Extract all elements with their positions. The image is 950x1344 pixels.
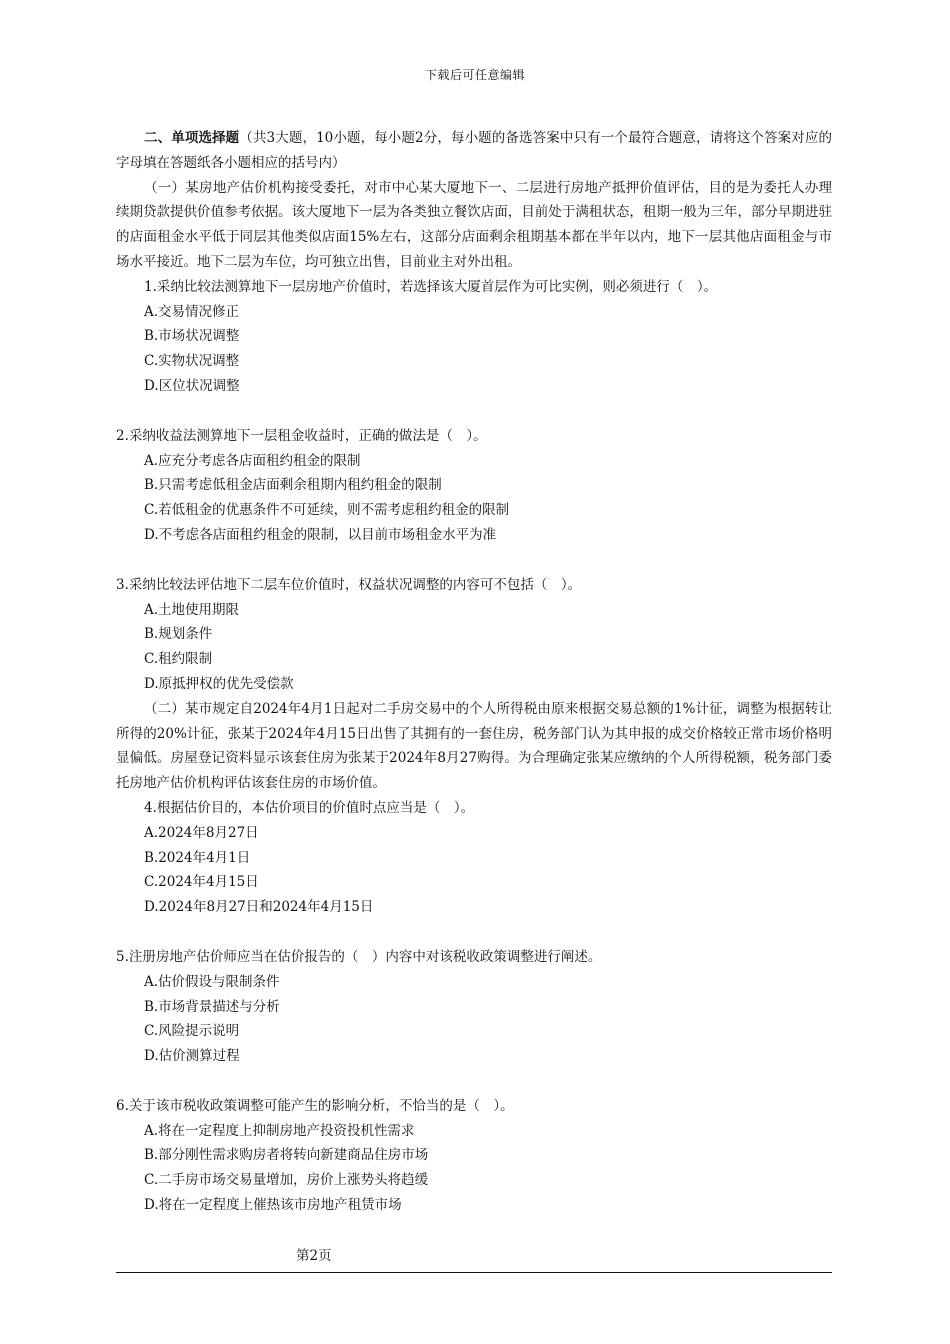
- section-intro: [116, 126, 832, 176]
- question-2-option-b: B.只需考虑低租金店面剩余租期内租约租金的限制: [144, 477, 442, 494]
- question-4-option-b: B.2024年4月1日: [144, 849, 251, 866]
- spacer: [116, 920, 832, 945]
- question-1-option-c: C.实物状况调整: [144, 353, 240, 370]
- question-2-stem: 2.采纳收益法测算地下一层租金收益时，正确的做法是（ ）。: [116, 427, 487, 444]
- question-6-option-d: D.将在一定程度上催热该市房地产租赁市场: [144, 1197, 402, 1214]
- question-3-option-a: A.土地使用期限: [144, 601, 240, 618]
- document-body: [116, 126, 832, 1218]
- section-instruction: （共3大题，10小题，每小题2分，每小题的备选答案中只有一个最符合题意，请将这个答案对应的字母填在答题纸各小题相应的括号内）: [116, 130, 833, 171]
- question-2-option-a: A.应充分考虑各店面租约租金的限制: [144, 452, 361, 469]
- question-3-option-b: B.规划条件: [144, 626, 213, 643]
- question-5-option-a: A.估价假设与限制条件: [144, 973, 280, 990]
- case-2-text: （二）某市规定自2024年4月1日起对二手房交易中的个人所得税由原来根据交易总额的1%计征，调整为根据转让所得的20%计征，张某于2024年4月15日出售了其拥有的一套住房，税务部门认为其申报的成交价格较正常市场价格明显偏低。房屋登记资料显示该套住房为张某于2024年8月27购得。为合理确定张某应缴纳的个人所得税额，税务部门委托房地产估价机构评估该套住房的市场价值。: [116, 700, 832, 792]
- question-5-option-d: D.估价测算过程: [144, 1048, 240, 1065]
- page-number: 第2页: [296, 1248, 332, 1264]
- question-2-option-d: D.不考虑各店面租约租金的限制，以目前市场租金水平为准: [144, 526, 497, 543]
- page-header: 下载后可任意编辑: [424, 68, 525, 82]
- question-4-stem: 4.根据估价目的，本估价项目的价值时点应当是（ ）。: [144, 799, 475, 816]
- question-1-option-a: A.交易情况修正: [144, 303, 240, 320]
- question-6-option-c: C.二手房市场交易量增加，房价上涨势头将趋缓: [144, 1172, 429, 1189]
- question-6-stem: 6.关于该市税收政策调整可能产生的影响分析，不恰当的是（ ）。: [116, 1097, 514, 1114]
- question-1-option-d: D.区位状况调整: [144, 377, 240, 394]
- question-1-stem: 1.采纳比较法测算地下一层房地产价值时，若选择该大厦首层作为可比实例，则必须进行（ ）。: [144, 278, 718, 295]
- question-5-stem: 5.注册房地产估价师应当在估价报告的（ ）内容中对该税收政策调整进行阐述。: [116, 948, 602, 965]
- question-1-option-b: B.市场状况调整: [144, 328, 240, 345]
- question-3-stem: 3.采纳比较法评估地下二层车位价值时，权益状况调整的内容可不包括（ ）。: [116, 576, 582, 593]
- case-1-text: （一）某房地产估价机构接受委托，对市中心某大厦地下一、二层进行房地产抵押价值评估，目的是为委托人办理续期贷款提供价值参考依据。该大厦地下一层为各类独立餐饮店面，目前处于满租状态，租期一般为三年，部分早期进驻的店面租金水平低于同层其他类似店面15%左右，这部分店面剩余租期基本都在半年以内，地下一层其他店面租金与市场水平接近。地下二层为车位，均可独立出售，目前业主对外出租。: [116, 179, 832, 270]
- question-2-option-c: C.若低租金的优惠条件不可延续，则不需考虑租约租金的限制: [144, 502, 510, 519]
- section-title: 二、单项选择题: [144, 130, 240, 146]
- spacer: [116, 548, 832, 573]
- footer-divider: [116, 1272, 832, 1273]
- question-5-option-c: C.风险提示说明: [144, 1023, 240, 1040]
- question-4-option-a: A.2024年8月27日: [144, 824, 259, 841]
- spacer: [116, 1069, 832, 1094]
- question-4-option-d: D.2024年8月27日和2024年4月15日: [144, 899, 374, 916]
- question-6-option-a: A.将在一定程度上抑制房地产投资投机性需求: [144, 1122, 415, 1139]
- question-5-option-b: B.市场背景描述与分析: [144, 998, 280, 1015]
- question-4-option-c: C.2024年4月15日: [144, 874, 259, 891]
- spacer: [116, 399, 832, 424]
- question-3-option-d: D.原抵押权的优先受偿款: [144, 675, 294, 692]
- question-6-option-b: B.部分刚性需求购房者将转向新建商品住房市场: [144, 1147, 429, 1164]
- question-3-option-c: C.租约限制: [144, 651, 213, 668]
